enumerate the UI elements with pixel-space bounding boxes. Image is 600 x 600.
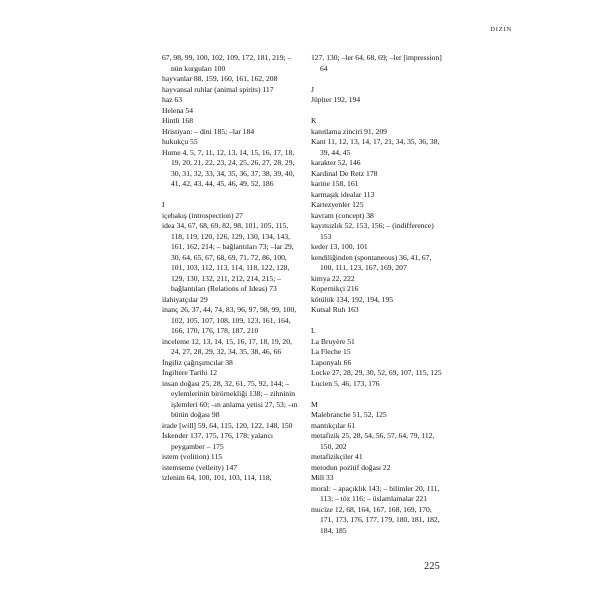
index-entry: hayvansal ruhlar (animal spirits) 117 bbox=[162, 84, 274, 94]
index-entry: ilahiyatçılar 29 bbox=[162, 294, 208, 304]
index-column-right bbox=[311, 53, 445, 536]
index-entry: Kardinal De Retz 178 bbox=[311, 168, 378, 178]
index-entry: Malebranche 51, 52, 125 bbox=[311, 410, 387, 419]
index-entry: İskender 137, 175, 176, 178; yalancı peygamber – 175 bbox=[162, 431, 273, 451]
index-entry: 67, 98, 99, 100, 102, 109, 172, 181, 219; –nün kurguları 100 bbox=[162, 53, 292, 73]
index-entry: kimya 22, 222 bbox=[311, 273, 355, 283]
index-entry: inceleme 12, 13, 14, 15, 16, 17, 18, 19, 20, 24, 27, 28, 29, 32, 34, 35, 38, 46, 66 bbox=[162, 336, 292, 356]
index-entry: Helena 54 bbox=[162, 105, 193, 115]
index-entry: haz 63 bbox=[162, 95, 183, 104]
index-entry: idea 34, 67, 68, 69, 82, 98, 101, 105, 115, 118, 119, 120, 126, 129, 130, 134, 143, 161, 162, 214; – bağlantıları 73; –lar 29, 30, 64, 65, 67, 68, 69, 71, 72, 86, 100, 101, 103, 112, 113, 114, 118, 122, 128, 129, 130, 132, 211, 212, 214, 215; – bağlantıları (Relations of Ideas) 73 bbox=[162, 221, 294, 293]
index-entry: kanıtlama zinciri 91, 209 bbox=[311, 126, 387, 136]
section-letter: J bbox=[311, 84, 314, 94]
index-entry: keder 13, 100, 101 bbox=[311, 242, 368, 251]
index-entry: inanç 26, 37, 44, 74, 83, 96, 97, 98, 99, 100, 102, 105, 107, 108, 109, 123, 161, 164, 166, 170, 176, 178, 187, 210 bbox=[162, 305, 297, 335]
index-entry: Kopernikçi 216 bbox=[311, 284, 359, 293]
index-entry: mucize 12, 68, 164, 167, 168, 169, 170, 171, 173, 176, 177, 179, 180, 181, 182, 184, 185 bbox=[311, 504, 440, 535]
index-entry: metafizikçiler 41 bbox=[311, 452, 363, 461]
index-entry: istem (volition) 115 bbox=[162, 452, 223, 461]
index-entry: karine 158, 161 bbox=[311, 179, 359, 188]
index-entry: Hintli 168 bbox=[162, 116, 194, 125]
section-letter: K bbox=[311, 116, 317, 125]
index-entry: içebakış (introspection) 27 bbox=[162, 210, 243, 220]
index-entry: La Bruyère 51 bbox=[311, 336, 355, 346]
index-entry: Laponyalı 66 bbox=[311, 357, 352, 367]
running-header: DIZIN bbox=[490, 26, 512, 33]
index-entry: karmaşık idealar 113 bbox=[311, 189, 375, 199]
index-entry: metodun pozitif doğası 22 bbox=[311, 462, 391, 472]
index-entry: kavram (concept) 38 bbox=[311, 210, 374, 220]
index-column-left bbox=[162, 53, 298, 484]
index-entry: Jüpiter 192, 194 bbox=[311, 95, 361, 104]
index-entry: irade [will] 59, 64, 115, 120, 122, 148, 150 bbox=[162, 420, 293, 430]
index-entry: kayıtsızlık 52, 153, 156; – (indifference) 153 bbox=[311, 221, 434, 241]
index-entry: istemseme (velleity) 147 bbox=[162, 462, 238, 472]
section-letter: I bbox=[162, 200, 165, 209]
index-entry: Mill 33 bbox=[311, 473, 334, 482]
index-entry: metafizik 25, 28, 54, 56, 57, 64, 79, 112, 150, 202 bbox=[311, 431, 435, 451]
index-entry: İngiliz çağrışımcılar 38 bbox=[162, 357, 233, 367]
section-gap bbox=[162, 190, 298, 201]
index-entry: Kutsal Ruh 163 bbox=[311, 305, 359, 314]
section-letter: L bbox=[311, 326, 316, 335]
index-entry: mantıkçılar 61 bbox=[311, 420, 356, 430]
index-entry: Kartezyenler 125 bbox=[311, 200, 364, 209]
index-entry: insan doğası 25, 28, 32, 61, 75, 92, 144; – eylemlerinin birörnekliği 138; – zihninin işlemleri 60; –ın anlama yetisi 27, 53; –ın bütün doğası 98 bbox=[162, 378, 298, 419]
index-entry: 127, 130; –ler 64, 68, 69; –ler [impression] 64 bbox=[311, 53, 442, 73]
index-entry: Hristiyan: – dini 185; –lar 184 bbox=[162, 126, 255, 136]
index-entry: kötülük 134, 192, 194, 195 bbox=[311, 294, 394, 304]
index-entry: Kant 11, 12, 13, 14, 17, 21, 34, 35, 36, 38, 39, 44, 45 bbox=[311, 137, 440, 157]
index-entry: kendiliğinden (spontaneous) 36, 41, 67, 100, 111, 123, 167, 169, 207 bbox=[311, 252, 432, 272]
index-entry: İngiltere Tarihi 12 bbox=[162, 368, 217, 377]
index-entry: hukukçu 55 bbox=[162, 137, 198, 146]
index-entry: Locke 27, 28, 29, 30, 52, 69, 107, 115, 125 bbox=[311, 368, 442, 377]
index-entry: izlenim 64, 100, 101, 103, 114, 118, bbox=[162, 473, 272, 482]
index-entry: hayvanlar 88, 159, 160, 161, 162, 208 bbox=[162, 74, 278, 83]
section-gap bbox=[311, 106, 445, 117]
section-gap bbox=[311, 389, 445, 400]
page-number: 225 bbox=[424, 561, 440, 572]
section-letter: M bbox=[311, 399, 318, 409]
index-entry: La Fleche 15 bbox=[311, 347, 351, 356]
index-entry: karakter 52, 146 bbox=[311, 158, 361, 167]
index-entry: Lucien 5, 46, 173, 176 bbox=[311, 378, 380, 388]
section-gap bbox=[311, 316, 445, 327]
index-entry: Hume 4, 5, 7, 11, 12, 13, 14, 15, 16, 17, 18, 19, 20, 21, 22, 23, 24, 25, 26, 27, 28, 29, 30, 31, 32, 33, 34, 35, 36, 37, 38, 39, 40, 41, 42, 43, 44, 45, 46, 49, 52, 186 bbox=[162, 147, 295, 188]
index-entry: moral: – apaçıklık 143; – bilimler 20, 111, 113; – töz 116; – üslamlamalar 221 bbox=[311, 483, 440, 503]
section-gap bbox=[311, 74, 445, 85]
